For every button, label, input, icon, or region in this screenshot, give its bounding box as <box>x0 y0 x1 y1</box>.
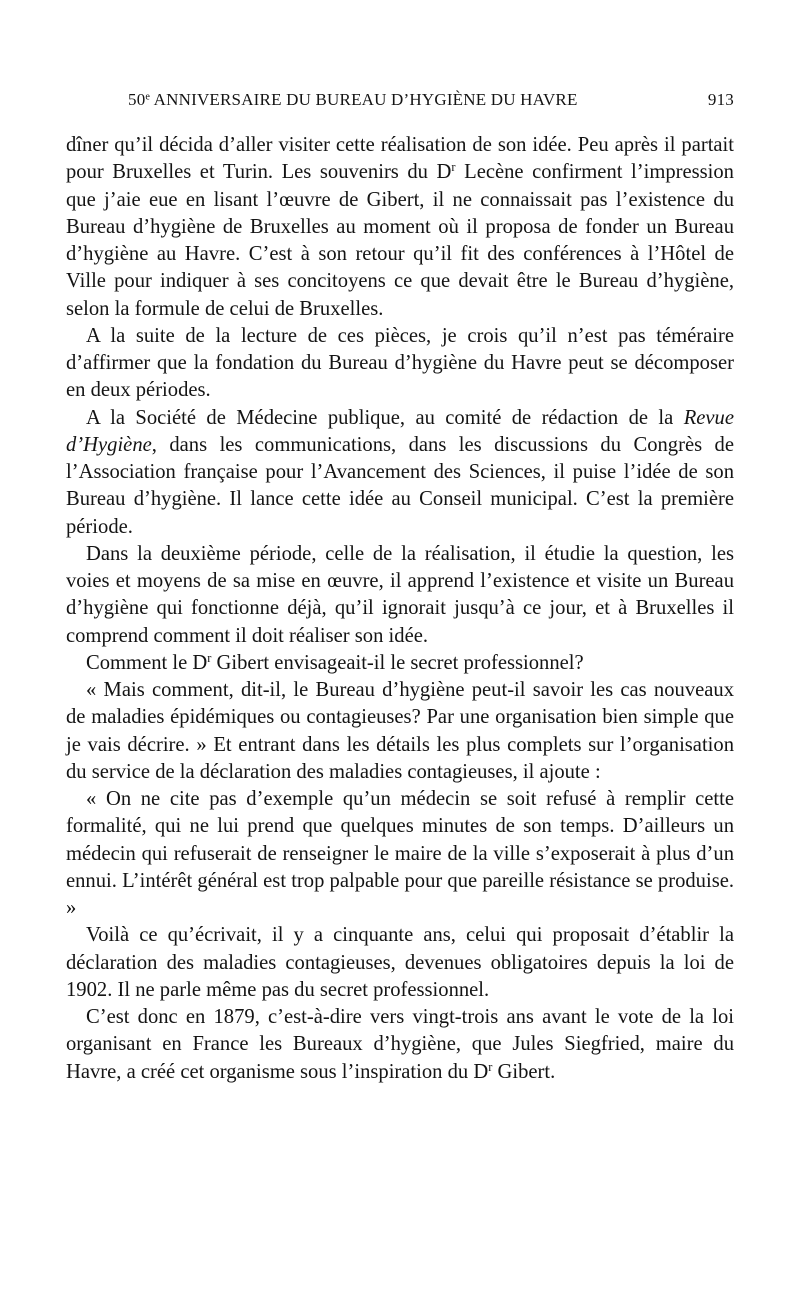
paragraph <box>66 405 734 541</box>
text-run: « On ne cite pas d’exemple qu’un médecin se soit refusé à remplir cette formalité, qui ne lui prend que quelques minutes de son temps. D’ailleurs un médecin qui refuserait de renseigner le maire de la ville s’exposerait à plus d’un ennui. L’intérêt général est trop palpable pour que pareille résistance se produise. » <box>66 788 734 919</box>
text-run: dîner qu’il décida d’aller visiter cette réalisation de son idée. Peu après il partait pour Bruxelles et Turin. Les souvenirs du D <box>66 134 734 184</box>
paragraph <box>66 541 734 650</box>
paragraph <box>66 1004 734 1086</box>
body-text <box>66 132 734 1086</box>
running-head <box>66 90 734 120</box>
running-title <box>128 90 578 110</box>
paragraph <box>66 786 734 922</box>
paragraph <box>66 132 734 323</box>
running-title-number: 50 <box>128 90 146 109</box>
text-run: A la Société de Médecine publique, au comité de rédaction de la <box>86 406 684 429</box>
text-run: Lecène confirment l’impression que j’aie eue en lisant l’œuvre de Gibert, il ne connaissait pas l’existence du Bureau d’hygiène de Bruxelles au moment où il proposa de fonder un Bureau d’hygiène au Havre. C’est à son retour qu’il fit des conférences à l’Hôtel de Ville pour indiquer à ses concitoyens ce que devait être le Bureau d’hygiène, selon la formule de celui de Bruxelles. <box>66 161 734 320</box>
text-run: , dans les communications, dans les discussions du Congrès de l’Association française pour l’Avancement des Sciences, il puise l’idée de son Bureau d’hygiène. Il lance cette idée au Conseil municipal. C’est la première période. <box>66 433 734 538</box>
page <box>66 90 734 1086</box>
text-run: Gibert. <box>492 1060 556 1083</box>
text-run: Gibert envisageait-il le secret professionnel? <box>211 651 584 674</box>
text-run: Comment le D <box>86 651 208 674</box>
text-run: Dans la deuxième période, celle de la réalisation, il étudie la question, les voies et moyens de sa mise en œuvre, il apprend l’existence et visite un Bureau d’hygiène qui fonctionne déjà, qu’il ignorait jusqu’à ce jour, et à Bruxelles il comprend comment il doit réaliser son idée. <box>66 542 734 647</box>
running-title-text: ANNIVERSAIRE DU BUREAU D’HYGIÈNE DU HAVRE <box>150 90 578 109</box>
paragraph <box>66 922 734 1004</box>
text-run: C’est donc en 1879, c’est-à-dire vers vingt-trois ans avant le vote de la loi organisant en France les Bureaux d’hygiène, que Jules Siegfried, maire du Havre, a créé cet organisme sous l’inspiration du D <box>66 1006 734 1083</box>
paragraph <box>66 323 734 405</box>
paragraph <box>66 650 734 677</box>
italic-title: Revue d’Hygiène <box>66 406 734 456</box>
text-run: « Mais comment, dit-il, le Bureau d’hygiène peut-il savoir les cas nouveaux de maladies épidémiques ou contagieuses? Par une organisation bien simple que je vais décrire. » Et entrant dans les détails les plus complets sur l’organisation du service de la déclaration des maladies contagieuses, il ajoute : <box>66 679 734 783</box>
running-title-superscript: e <box>145 91 151 103</box>
text-run: Voilà ce qu’écrivait, il y a cinquante ans, celui qui proposait d’établir la déclaration des maladies contagieuses, devenues obligatoires depuis la loi de 1902. Il ne parle même pas du secret professionnel. <box>66 924 734 1001</box>
page-number: 913 <box>707 90 734 109</box>
superscript: r <box>451 160 456 175</box>
superscript: r <box>488 1059 493 1074</box>
paragraph <box>66 677 734 786</box>
superscript: r <box>207 650 212 665</box>
text-run: A la suite de la lecture de ces pièces, je crois qu’il n’est pas téméraire d’affirmer que la fondation du Bureau d’hygiène du Havre peut se décomposer en deux périodes. <box>66 324 734 402</box>
